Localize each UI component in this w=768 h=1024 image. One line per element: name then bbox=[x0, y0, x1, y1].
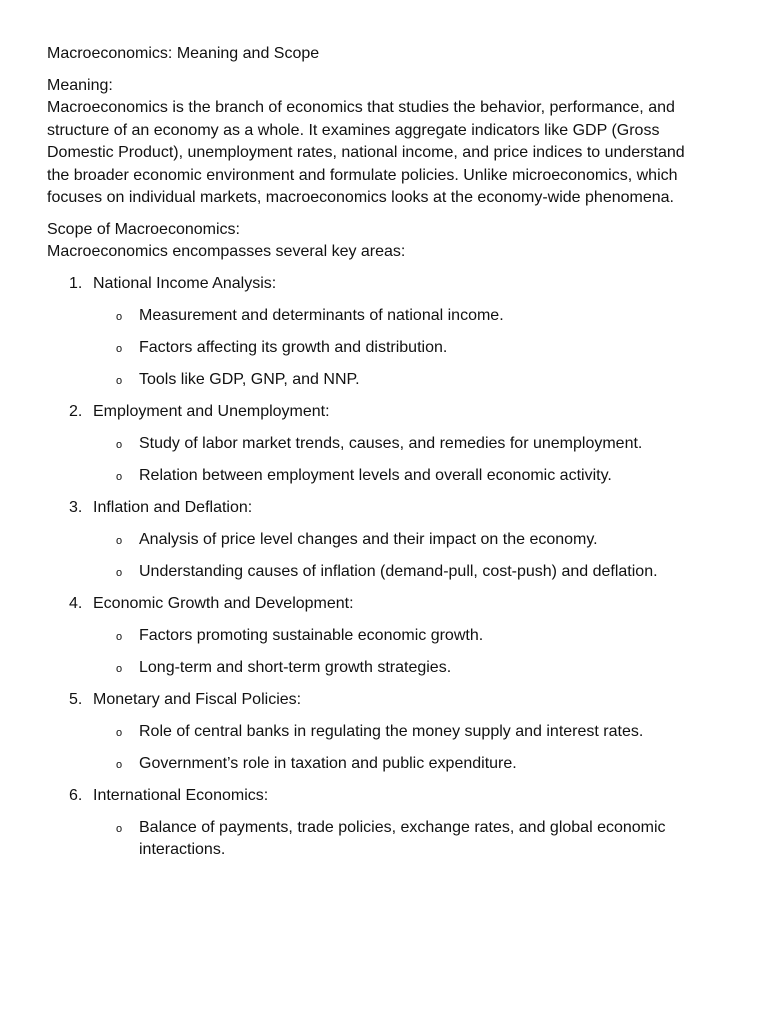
meaning-paragraph bbox=[47, 97, 717, 210]
topic-heading: Employment and Unemployment: bbox=[93, 402, 330, 420]
topic-heading-row bbox=[47, 593, 717, 616]
subitem-text: Measurement and determinants of national income. bbox=[139, 306, 504, 324]
scope-topic bbox=[47, 593, 717, 680]
subitem-text: Balance of payments, trade policies, exchange rates, and global economic interactions. bbox=[139, 818, 666, 858]
topic-subitem bbox=[47, 305, 717, 328]
topic-subitem bbox=[47, 561, 717, 584]
bullet-icon: o bbox=[116, 310, 123, 323]
topic-subitems bbox=[47, 529, 717, 584]
subitem-text: Analysis of price level changes and their impact on the economy. bbox=[139, 530, 598, 548]
topic-heading-row bbox=[47, 273, 717, 296]
topic-heading: International Economics: bbox=[93, 786, 269, 804]
topic-subitem bbox=[47, 657, 717, 680]
bullet-icon: o bbox=[116, 662, 123, 675]
meaning-line: structure of an economy as a whole. It examines aggregate indicators like GDP (Gross bbox=[47, 121, 660, 139]
scope-intro: Macroeconomics encompasses several key areas: bbox=[47, 243, 406, 260]
meaning-line: Macroeconomics is the branch of economics that studies the behavior, performance, and bbox=[47, 99, 675, 116]
topic-subitem bbox=[47, 433, 717, 456]
meaning-line: Domestic Product), unemployment rates, national income, and price indices to understand bbox=[47, 144, 685, 161]
bullet-icon: o bbox=[116, 534, 123, 547]
bullet-icon: o bbox=[116, 566, 123, 579]
topic-heading: National Income Analysis: bbox=[93, 274, 277, 292]
subitem-text: Understanding causes of inflation (demand-pull, cost-push) and deflation. bbox=[139, 562, 658, 580]
scope-topic-list bbox=[47, 273, 717, 862]
topic-heading-row bbox=[47, 401, 717, 424]
bullet-icon: o bbox=[116, 470, 123, 483]
scope-topic bbox=[47, 273, 717, 392]
topic-number: 6. bbox=[69, 786, 83, 804]
bullet-icon: o bbox=[116, 726, 123, 739]
topic-number: 3. bbox=[69, 498, 83, 516]
bullet-icon: o bbox=[116, 630, 123, 643]
meaning-heading: Meaning: bbox=[47, 76, 113, 94]
topic-subitems bbox=[47, 721, 717, 776]
scope-topic bbox=[47, 401, 717, 488]
meaning-line: focuses on individual markets, macroeconomics looks at the economy-wide phenomena. bbox=[47, 189, 674, 206]
subitem-text: Tools like GDP, GNP, and NNP. bbox=[139, 370, 360, 388]
topic-number: 1. bbox=[69, 274, 83, 292]
topic-heading-row bbox=[47, 785, 717, 808]
bullet-icon: o bbox=[116, 758, 123, 771]
topic-heading-row bbox=[47, 497, 717, 520]
scope-topic bbox=[47, 497, 717, 584]
document-title: Macroeconomics: Meaning and Scope bbox=[47, 45, 320, 62]
topic-heading: Inflation and Deflation: bbox=[93, 498, 253, 516]
topic-subitems bbox=[47, 625, 717, 680]
subitem-text: Study of labor market trends, causes, and remedies for unemployment. bbox=[139, 434, 643, 452]
document-page bbox=[47, 43, 717, 871]
topic-subitems bbox=[47, 305, 717, 392]
subitem-text: Factors promoting sustainable economic growth. bbox=[139, 626, 484, 644]
topic-subitem bbox=[47, 817, 717, 862]
topic-subitems bbox=[47, 433, 717, 488]
meaning-line: the broader economic environment and formulate policies. Unlike microeconomics, which bbox=[47, 166, 678, 184]
topic-number: 2. bbox=[69, 402, 83, 420]
topic-heading: Economic Growth and Development: bbox=[93, 594, 354, 612]
topic-number: 5. bbox=[69, 690, 83, 708]
subitem-text: Government’s role in taxation and public expenditure. bbox=[139, 754, 517, 772]
topic-subitem bbox=[47, 753, 717, 776]
subitem-text: Relation between employment levels and overall economic activity. bbox=[139, 466, 612, 484]
scope-topic bbox=[47, 689, 717, 776]
topic-subitem bbox=[47, 465, 717, 488]
topic-subitem bbox=[47, 625, 717, 648]
bullet-icon: o bbox=[116, 342, 123, 355]
topic-subitem bbox=[47, 337, 717, 360]
topic-subitem bbox=[47, 721, 717, 744]
bullet-icon: o bbox=[116, 822, 123, 835]
scope-topic bbox=[47, 785, 717, 862]
topic-heading: Monetary and Fiscal Policies: bbox=[93, 690, 302, 708]
topic-subitems bbox=[47, 817, 717, 862]
bullet-icon: o bbox=[116, 374, 123, 387]
scope-heading: Scope of Macroeconomics: bbox=[47, 220, 240, 238]
subitem-text: Long-term and short-term growth strategies. bbox=[139, 658, 452, 676]
subitem-text: Factors affecting its growth and distribution. bbox=[139, 338, 448, 356]
bullet-icon: o bbox=[116, 438, 123, 451]
subitem-text: Role of central banks in regulating the money supply and interest rates. bbox=[139, 722, 644, 740]
topic-number: 4. bbox=[69, 594, 83, 612]
topic-heading-row bbox=[47, 689, 717, 712]
topic-subitem bbox=[47, 369, 717, 392]
topic-subitem bbox=[47, 529, 717, 552]
